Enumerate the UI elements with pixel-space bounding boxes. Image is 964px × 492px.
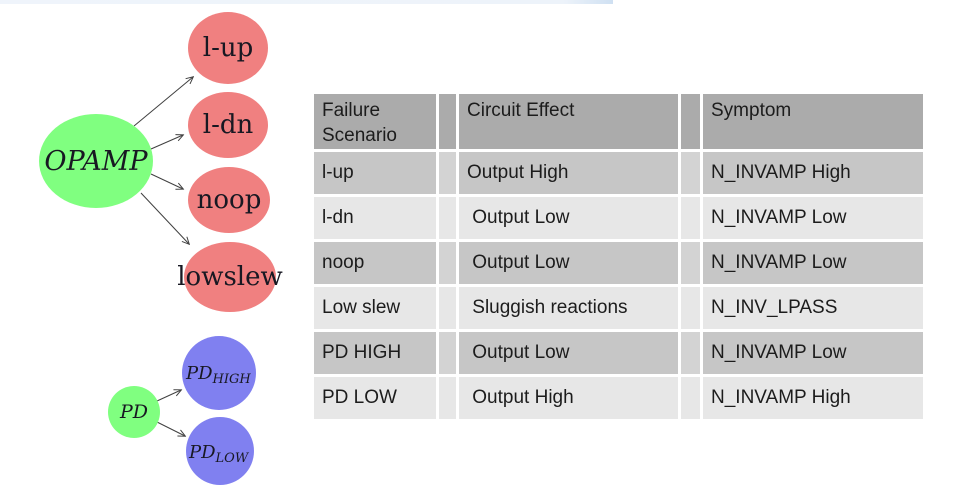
node-noop-label: noop xyxy=(196,185,262,215)
edge-pd-high xyxy=(157,390,181,401)
node-lup-label: l-up xyxy=(202,33,254,63)
fault-tree-diagram xyxy=(0,0,320,492)
table-header-row xyxy=(314,94,923,149)
cell-scenario: PD LOW xyxy=(314,377,436,419)
table-row xyxy=(314,242,923,284)
pd-high-subscript: HIGH xyxy=(212,372,251,387)
table-row xyxy=(314,287,923,329)
edge-opamp-lowslew xyxy=(141,193,189,244)
cell-effect: Output Low xyxy=(459,332,678,374)
cell-scenario: noop xyxy=(314,242,436,284)
column-spacer xyxy=(681,377,700,419)
cell-effect: Output High xyxy=(459,152,678,194)
node-noop xyxy=(188,167,270,233)
table-row xyxy=(314,197,923,239)
edge-pd-low xyxy=(157,422,185,436)
node-opamp xyxy=(39,114,153,208)
column-spacer xyxy=(681,332,700,374)
node-pd-label: PD xyxy=(119,401,149,423)
cell-scenario: PD HIGH xyxy=(314,332,436,374)
column-spacer xyxy=(439,197,456,239)
cell-symptom: N_INVAMP Low xyxy=(703,197,923,239)
node-ldn-label: l-dn xyxy=(202,110,254,140)
cell-scenario: Low slew xyxy=(314,287,436,329)
cell-scenario: l-up xyxy=(314,152,436,194)
cell-effect: Output Low xyxy=(459,197,678,239)
pd-low-subscript: LOW xyxy=(215,451,249,466)
table-row xyxy=(314,332,923,374)
column-spacer xyxy=(681,94,700,149)
node-ldn xyxy=(188,92,268,158)
cell-scenario: l-dn xyxy=(314,197,436,239)
node-pd-low xyxy=(186,417,254,485)
cell-symptom: N_INVAMP High xyxy=(703,377,923,419)
table-row xyxy=(314,152,923,194)
column-spacer xyxy=(439,287,456,329)
header-symptom: Symptom xyxy=(703,94,923,149)
table-body xyxy=(314,152,923,419)
cell-symptom: N_INVAMP Low xyxy=(703,332,923,374)
column-spacer xyxy=(681,197,700,239)
node-pd-high xyxy=(182,336,256,410)
failure-scenario-table xyxy=(311,91,926,422)
node-lowslew xyxy=(177,242,283,312)
edge-opamp-noop xyxy=(151,174,183,189)
column-spacer xyxy=(439,242,456,284)
pd-high-main: PD xyxy=(186,363,213,384)
header-failure-scenario: Failure Scenario xyxy=(314,94,436,149)
cell-effect: Sluggish reactions xyxy=(459,287,678,329)
cell-effect: Output Low xyxy=(459,242,678,284)
column-spacer xyxy=(681,242,700,284)
pd-edges xyxy=(157,390,185,436)
node-pd xyxy=(108,386,160,438)
column-spacer xyxy=(439,94,456,149)
edge-opamp-ldn xyxy=(151,135,183,149)
column-spacer xyxy=(681,152,700,194)
column-spacer xyxy=(681,287,700,329)
cell-symptom: N_INVAMP Low xyxy=(703,242,923,284)
cell-symptom: N_INV_LPASS xyxy=(703,287,923,329)
pd-low-main: PD xyxy=(189,442,216,463)
node-lup xyxy=(188,12,268,84)
cell-symptom: N_INVAMP High xyxy=(703,152,923,194)
cell-effect: Output High xyxy=(459,377,678,419)
column-spacer xyxy=(439,332,456,374)
table-row xyxy=(314,377,923,419)
edge-opamp-lup xyxy=(134,77,193,126)
node-lowslew-label: lowslew xyxy=(177,262,283,292)
column-spacer xyxy=(439,152,456,194)
node-opamp-label: OPAMP xyxy=(44,146,148,177)
header-circuit-effect: Circuit Effect xyxy=(459,94,678,149)
column-spacer xyxy=(439,377,456,419)
